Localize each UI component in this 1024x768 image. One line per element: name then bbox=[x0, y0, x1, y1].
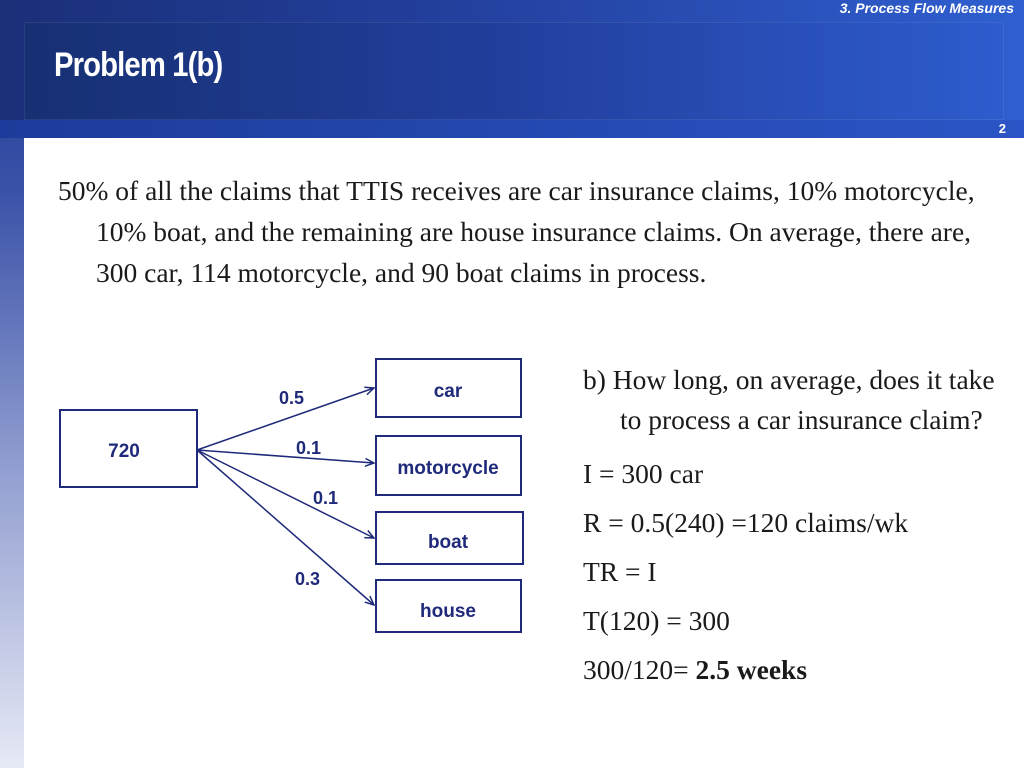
solution-step-inventory: I = 300 car bbox=[583, 458, 704, 489]
solution-step-rate: R = 0.5(240) =120 claims/wk bbox=[583, 507, 909, 538]
car-node-label: car bbox=[433, 381, 463, 402]
solution-final-line bbox=[583, 645, 1013, 694]
motorcycle-fraction-label: 0.1 bbox=[296, 438, 322, 458]
page-number: 2 bbox=[998, 121, 1006, 136]
boat-node-label: boat bbox=[427, 532, 469, 553]
flow-arrow-motorcycle bbox=[197, 450, 374, 463]
solution-step-littles-law: TR = I bbox=[583, 556, 657, 587]
solution-panel bbox=[583, 360, 1013, 694]
section-label: 3. Process Flow Measures bbox=[839, 0, 1014, 16]
solution-step-substitution: T(120) = 300 bbox=[583, 605, 730, 636]
final-calculation: 300/120= bbox=[583, 654, 696, 685]
source-node-label: 720 bbox=[108, 441, 140, 462]
slide-title: Problem 1(b) bbox=[54, 46, 223, 84]
house-node-label: house bbox=[420, 601, 476, 622]
boat-fraction-label: 0.1 bbox=[313, 488, 339, 508]
final-answer: 2.5 weeks bbox=[695, 654, 808, 685]
flow-arrow-house bbox=[197, 450, 374, 605]
house-fraction-label: 0.3 bbox=[295, 569, 321, 589]
question-text: b) How long, on average, does it take to process a car insurance claim? bbox=[583, 364, 995, 435]
problem-statement: 50% of all the claims that TTIS receives are car insurance claims, 10% motorcycle, 10% boat, and the remaining are house insurance claims. On average, there are, 300 car, 114 motorcycle, and 90 boat claims in process. bbox=[58, 175, 975, 288]
flow-arrow-boat bbox=[197, 450, 374, 538]
car-fraction-label: 0.5 bbox=[279, 388, 305, 408]
motorcycle-node-label: motorcycle bbox=[397, 458, 499, 479]
